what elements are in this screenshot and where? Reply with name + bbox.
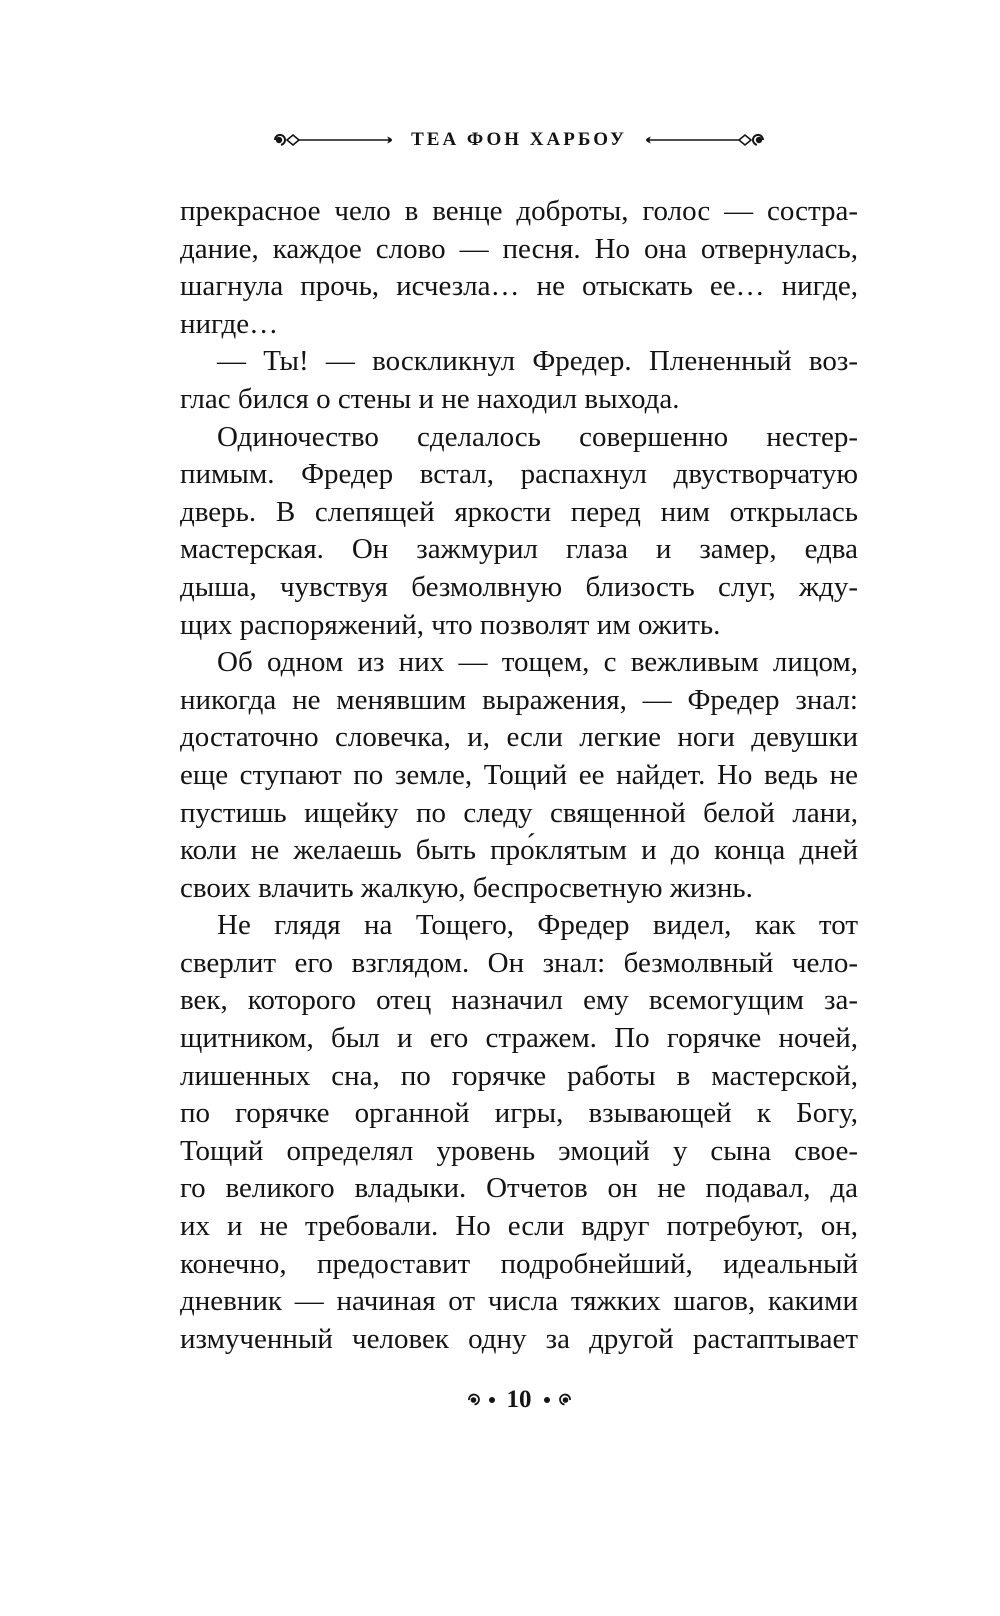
text-line: дневник — начиная от числа тяжких шагов, какими xyxy=(180,1285,858,1318)
text-line: мастерская. Он зажмурил глаза и замер, едва xyxy=(180,533,858,566)
text-line: дыша, чувствуя безмолвную близость слуг, жду- xyxy=(180,570,858,603)
text-line: прекрасное чело в венце доброты, голос — состра- xyxy=(180,195,858,227)
text-line: еще ступают по земле, Тощий ее найдет. Но ведь не xyxy=(180,758,858,791)
text-line: Тощий определял уровень эмоций у сына свое- xyxy=(180,1134,858,1167)
text-line: дание, каждое слово — песня. Но она отвернулась, xyxy=(180,232,858,265)
paragraph xyxy=(180,644,858,907)
paragraph xyxy=(180,907,858,1358)
text-line: достаточно словечка, и, если легкие ноги девушки xyxy=(180,721,858,754)
text-line: коли не желаешь быть про́клятым и до конца дней xyxy=(180,834,858,867)
text-line: век, которого отец назначил ему всемогущим за- xyxy=(180,984,858,1017)
text-line: своих влачить жалкую, беспросветную жизнь. xyxy=(180,871,753,904)
text-line: нигде… xyxy=(180,307,279,340)
page-number: 10 xyxy=(506,1386,532,1413)
flourish-right-icon xyxy=(637,130,767,150)
curl-dot-left-icon xyxy=(466,1392,498,1408)
text-line: Об одном из них — тощем, с вежливым лицом, xyxy=(217,646,858,679)
curl-dot-right-icon xyxy=(541,1392,573,1408)
text-line: никогда не менявшим выражения, — Фредер знал: xyxy=(180,683,858,716)
text-line: измученный человек одну за другой растаптывает xyxy=(180,1322,858,1355)
body-text xyxy=(180,193,858,1358)
text-line: го великого владыки. Отчетов он не подавал, да xyxy=(180,1172,858,1205)
paragraph xyxy=(180,419,858,645)
flourish-left-icon xyxy=(271,130,401,150)
text-line: глас бился о стены и не находил выхода. xyxy=(180,382,680,415)
text-line: щих распоряжений, что позволят им ожить. xyxy=(180,608,721,641)
text-line: лишенных сна, по горячке работы в мастерской, xyxy=(180,1059,858,1092)
text-line: по горячке органной игры, взывающей к Богу, xyxy=(180,1097,858,1130)
paragraph xyxy=(180,343,858,418)
text-line: сверлит его взглядом. Он знал: безмолвный чело- xyxy=(180,946,858,979)
text-line: Не глядя на Тощего, Фредер видел, как тот xyxy=(217,909,858,942)
text-line: дверь. В слепящей яркости перед ним открылась xyxy=(180,495,858,528)
text-line: конечно, предоставит подробнейший, идеальный xyxy=(180,1247,858,1280)
page-number-block xyxy=(180,1384,858,1416)
text-line: пимым. Фредер встал, распахнул двустворчатую xyxy=(180,458,858,491)
text-line: щитником, был и его стражем. По горячке ночей, xyxy=(180,1022,858,1055)
running-title: ТЕА ФОН ХАРБОУ xyxy=(411,129,627,150)
text-line: шагнула прочь, исчезла… не отыскать ее… нигде, xyxy=(180,270,858,303)
text-line: Одиночество сделалось совершенно нестер- xyxy=(217,420,858,453)
text-line: — Ты! — воскликнул Фредер. Плененный воз- xyxy=(217,345,858,378)
running-head xyxy=(180,124,858,156)
paragraph xyxy=(180,193,858,343)
text-line: пустишь ищейку по следу священной белой лани, xyxy=(180,796,858,829)
text-line: их и не требовали. Но если вдруг потребуют, он, xyxy=(180,1210,858,1243)
